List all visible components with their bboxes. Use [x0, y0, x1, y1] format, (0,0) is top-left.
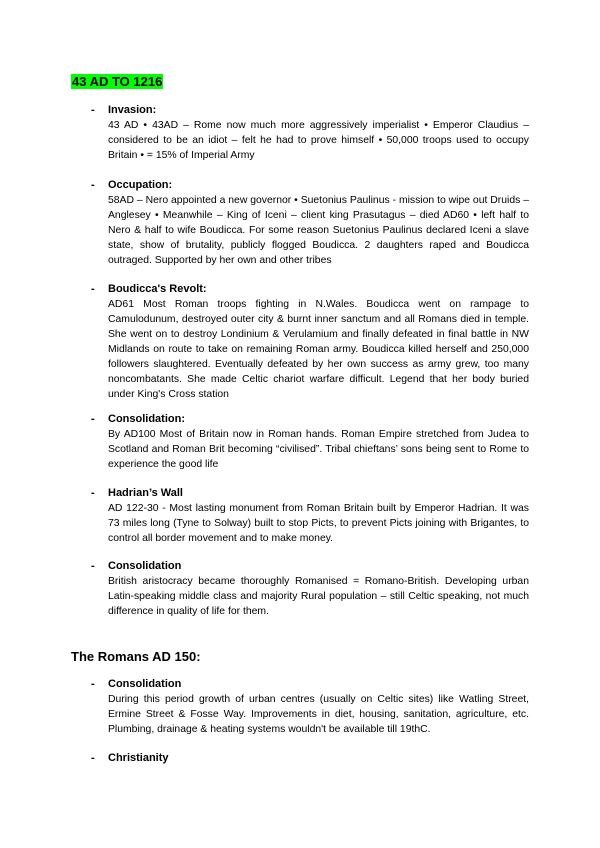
page-title: 43 AD TO 1216 [72, 74, 163, 89]
section-consolidation-2 [91, 559, 529, 619]
section-title: Consolidation: [108, 413, 185, 425]
section-title: Occupation: [108, 179, 173, 191]
section-body: 58AD – Nero appointed a new governor • Suetonius Paulinus - mission to wipe out Druids – Anglesey • Meanwhile – King of Iceni – client king Prasutagus – died AD60 • left half to Nero & half to wife Boudicca. For some reason Suetonius Paulinus declared Iceni a slave state, show of brutality, publicly flogged Boudicca. 2 daughters raped and Boudicca outraged. Supported by her own and other tribes [108, 195, 529, 266]
section-body: AD 122-30 - Most lasting monument from Roman Britain built by Emperor Hadrian. It was 73 miles long (Tyne to Solway) built to stop Picts, to prevent Picts joining with Brigantes, to control all border movement and to make money. [108, 503, 529, 544]
section-body: During this period growth of urban centres (usually on Celtic sites) like Watling Street, Ermine Street & Fosse Way. Improvements in diet, housing, sanitation, agriculture, etc. Plumbing, drainage & heating systems wouldn't be available till 19thC. [108, 694, 529, 735]
bullet-marker: - [91, 678, 95, 690]
section-title: Boudicca's Revolt: [108, 283, 207, 295]
bullet-marker: - [91, 413, 95, 425]
bullet-marker: - [91, 104, 95, 116]
section-body: AD61 Most Roman troops fighting in N.Wales. Boudicca went on rampage to Camulodunum, destroyed outer city & burnt inner sanctum and all Romans died in temple. She went on to destroy Londinium & Verulamium and finally defeated in final battle in NW Midlands on route to take on remaining Roman army. Boudicca killed herself and 250,000 followers slaughtered. Eventually defeated by her own success as army grew, too many noncombatants. She made Celtic chariot warfare difficult. Legend that her body buried under King's Cross station [108, 299, 529, 400]
section-title: Consolidation [108, 678, 182, 690]
section-body: 43 AD • 43AD – Rome now much more aggressively imperialist • Emperor Claudius – considered to be an idiot – felt he had to prove himself • 50,000 troops used to occupy Britain • = 15% of Imperial Army [108, 120, 529, 161]
section-boudiccas-revolt [91, 282, 529, 402]
bullet-marker: - [91, 487, 95, 499]
section-occupation [91, 178, 529, 268]
bullet-marker: - [91, 179, 95, 191]
section-consolidation-3 [91, 677, 529, 737]
section-body: British aristocracy became thoroughly Romanised = Romano-British. Developing urban Latin-speaking middle class and majority Rural population – still Celtic speaking, not much difference in quality of life for them. [108, 576, 529, 617]
section-heading-romans-ad150: The Romans AD 150: [71, 649, 201, 664]
section-body: By AD100 Most of Britain now in Roman hands. Roman Empire stretched from Judea to Scotland and Roman Brit becoming “civilised”. Tribal chieftans’ sons being sent to Rome to experience the good life [108, 429, 529, 470]
section-hadrians-wall [91, 486, 529, 546]
section-title: Consolidation [108, 560, 182, 572]
section-consolidation-1 [91, 412, 529, 472]
bullet-marker: - [91, 752, 95, 764]
section-christianity [91, 751, 529, 766]
bullet-marker: - [91, 560, 95, 572]
section-invasion [91, 103, 529, 163]
section-title: Hadrian’s Wall [108, 487, 183, 499]
section-title: Invasion: [108, 104, 157, 116]
bullet-marker: - [91, 283, 95, 295]
section-title: Christianity [108, 752, 169, 764]
